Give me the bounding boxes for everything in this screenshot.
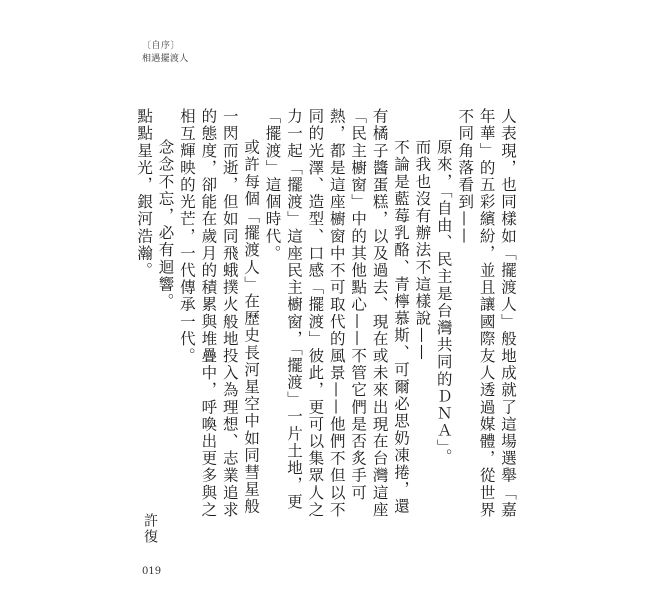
vertical-body-text — [135, 108, 518, 528]
paragraph: 而我也沒有辦法不這樣說—— — [413, 139, 432, 362]
author-signature: 許復 — [142, 513, 158, 545]
header-section-label: 〔自序〕 — [142, 41, 181, 51]
paragraph-continuation: 人表現，也同樣如「擺渡人」般地成就了這場選舉「嘉年華」的五彩繽紛，並且讓國際友人透過媒體，從世界不同角落看到—— — [456, 108, 517, 519]
paragraph: 不論是藍莓乳酪、青檸慕斯、可爾必思奶凍捲，還有橘子醬蛋糕，以及過去、現在或未來出現在台灣這座「民主櫥窗」中的其他點心——不管它們是否炙手可熱，都是這座櫥窗中不可取代的風景——他們不但以不同的光澤、造型、口感「擺渡」彼此，更可以集眾人之力一起「擺渡」這座民主櫥窗，「擺渡」一片土地，更「擺渡」這個時代。 — [263, 108, 410, 519]
header-chapter-title: 相遇擺渡人 — [142, 54, 189, 64]
paragraph: 念念不忘，必有迴響。 — [156, 139, 175, 310]
running-header — [142, 40, 189, 66]
paragraph: 或許每個「擺渡人」在歷史長河星空中如同彗星般一閃而逝，但如同飛蛾撲火般地投入為理想、志業追求的態度，卻能在歲月的積累與堆疊中，呼喚出更多與之相互輝映的光芒，一代傳承一代。 — [177, 108, 261, 519]
paragraph: 原來，「自由、民主是台灣共同的ＤＮＡ」。 — [434, 139, 453, 466]
page-number: 019 — [142, 566, 162, 577]
paragraph: 點點星光，銀河浩瀚。 — [135, 108, 154, 279]
